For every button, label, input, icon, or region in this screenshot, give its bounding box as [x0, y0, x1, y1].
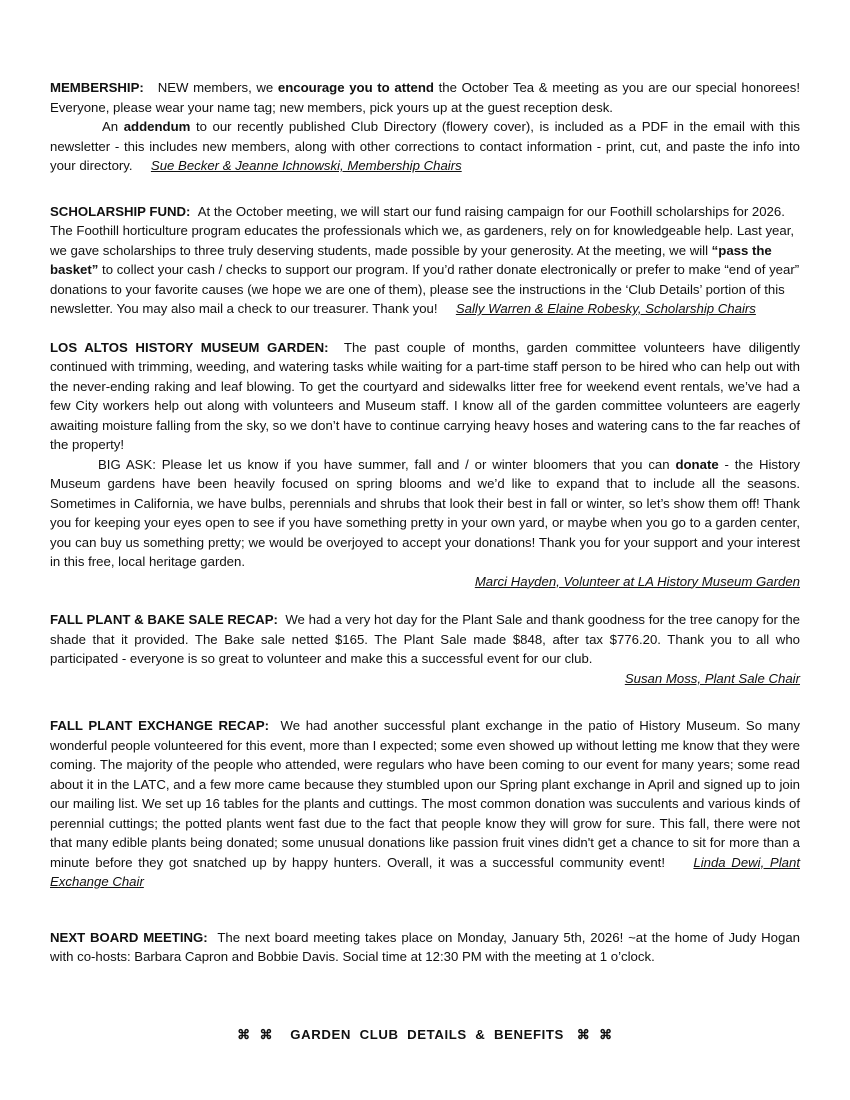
plant-exchange-section — [50, 716, 800, 892]
plant-sale-heading: FALL PLANT & BAKE SALE RECAP: — [50, 612, 278, 627]
museum-text: The past couple of months, garden committee volunteers have diligently continued with trimming, weeding, and watering tasks while waiting for a part-time staff person to be hired who can help out with the never-ending raking and leaf blowing. To get the courtyard and sidewalks litter free for weekend event rentals, we’ve had a few City workers help out along with volunteers and Museum staff. I know all of the garden committee volunteers are eagerly awaiting moisture falling from the sky, so we don’t have to continue carrying heavy hoses and watering cans to the far reaches of the property! — [50, 339, 801, 452]
museum-paragraph-1 — [50, 338, 800, 455]
membership-text: to our recently published Club Directory (flowery cover), is included as a PDF in the email with this newsletter - this includes new members, along with other corrections to contact information - print, cut, and paste the info into your directory. — [50, 119, 800, 173]
board-meeting-paragraph — [50, 928, 800, 967]
scholarship-text: to collect your cash / checks to support our program. If you’d rather donate electronically or prefer to make “end of year” donations to your favorite causes (we hope we are one of them), please see the instructions in the ‘Club Details’ portion of this newsletter. You may also mail a check to our treasurer. Thank you! — [50, 262, 800, 316]
board-meeting-text: The next board meeting takes place on Monday, January 5th, 2026! ~at the home of Judy Hogan with co-hosts: Barbara Capron and Bobbie Davis. Social time at 12:30 PM with the meeting at 1 o’clock. — [50, 929, 801, 964]
membership-emphasis: encourage you to attend — [277, 80, 434, 95]
club-details-banner — [0, 1027, 850, 1043]
pass-the-basket-emphasis: “pass the basket” — [50, 242, 772, 277]
museum-text: BIG ASK: Please let us know if you have summer, fall and / or winter bloomers that you can — [98, 456, 676, 472]
plant-exchange-text: We had another successful plant exchange in the patio of History Museum. So many wonderful people volunteered for this event, more than I expected; some even showed up without letting me know that they were coming. The majority of the people who attended, were regulars who have been coming to our event for many years; some read about it in the LATC, and a few more came because they stumbled upon our Spring plant exchange in April and signed up to join our mailing list. We set up 16 tables for the plants and cuttings. The most common donation was succulents and various kinds of perennial cuttings; the potted plants went fast due to the fact that people know they will grow for sure. This fall, there were not that many edible plants being donated; some unusual donations like passion fruit vines didn't get a chance to sit for more than a minute before they got snatched up by happy hunters. Overall, it was a successful community event! — [50, 718, 801, 870]
scholarship-section — [50, 202, 800, 319]
plant-exchange-heading: FALL PLANT EXCHANGE RECAP: — [50, 718, 270, 733]
museum-heading: LOS ALTOS HISTORY MUSEUM GARDEN: — [50, 339, 329, 355]
membership-text: the October Tea & meeting as you are our special honorees! Everyone, please wear your name tag; new members, pick yours up at the guest reception desk. — [50, 80, 800, 115]
plant-sale-paragraph — [50, 610, 800, 669]
membership-signature: Sue Becker & Jeanne Ichnowski, Membership Chairs — [150, 158, 462, 173]
newsletter-page — [50, 78, 800, 967]
museum-paragraph-2 — [50, 455, 800, 572]
scholarship-paragraph — [50, 202, 800, 319]
museum-garden-section — [50, 338, 800, 592]
donate-emphasis: donate — [675, 456, 719, 472]
board-meeting-heading: NEXT BOARD MEETING: — [50, 929, 208, 945]
membership-text: An — [102, 119, 124, 134]
membership-text: NEW members, we — [157, 80, 278, 95]
plant-sale-signature: Susan Moss, Plant Sale Chair — [624, 670, 800, 686]
museum-signature-line — [50, 572, 800, 592]
plant-sale-signature-line — [50, 669, 800, 689]
board-meeting-section — [50, 928, 800, 967]
membership-heading: MEMBERSHIP: — [50, 80, 144, 95]
scholarship-text: At the October meeting, we will start our fund raising campaign for our Foothill scholarships for 2026. The Foothill horticulture program educates the professionals which we, as gardeners, rely on for knowledgeable help. Last year, we gave scholarships to three truly deserving students, made possible by your generosity. At the meeting, we will — [50, 203, 795, 258]
museum-signature: Marci Hayden, Volunteer at LA History Museum Garden — [474, 573, 800, 589]
plant-exchange-paragraph — [50, 716, 800, 892]
scholarship-heading: SCHOLARSHIP FUND: — [50, 203, 191, 219]
membership-section — [50, 78, 800, 176]
plant-exchange-signature: Linda Dewi, Plant Exchange Chair — [50, 854, 800, 889]
museum-text: - the History Museum gardens have been heavily focused on spring blooms and we’d like to expand that to include all the seasons. Sometimes in California, we have bulbs, perennials and shrubs that look their best in fall or winter, so let’s show them off! Thank you for keeping your eyes open to see if you have something pretty in your own yard, or maybe when you go to a garden center, you can buy us something pretty; we would be overjoyed to accept your donations! Thank you for your support and your interest in this free, local heritage garden. — [50, 456, 800, 569]
addendum-emphasis: addendum — [123, 119, 191, 134]
plant-sale-text: We had a very hot day for the Plant Sale and thank goodness for the tree canopy for the shade that it provided. The Bake sale netted $165. The Plant Sale made $848, after tax $776.20. Thank you to all who participated - everyone is so great to volunteer and make this a successful event for our club. — [50, 612, 800, 666]
command-symbol-icon: ⌘ ⌘ — [237, 1027, 274, 1042]
membership-paragraph-2 — [50, 117, 800, 176]
club-details-title: GARDEN CLUB DETAILS & BENEFITS — [290, 1027, 564, 1042]
plant-sale-section — [50, 610, 800, 688]
membership-paragraph-1 — [50, 78, 800, 117]
scholarship-signature: Sally Warren & Elaine Robesky, Scholarship Chairs — [455, 301, 756, 316]
command-symbol-icon: ⌘ ⌘ — [576, 1027, 613, 1042]
